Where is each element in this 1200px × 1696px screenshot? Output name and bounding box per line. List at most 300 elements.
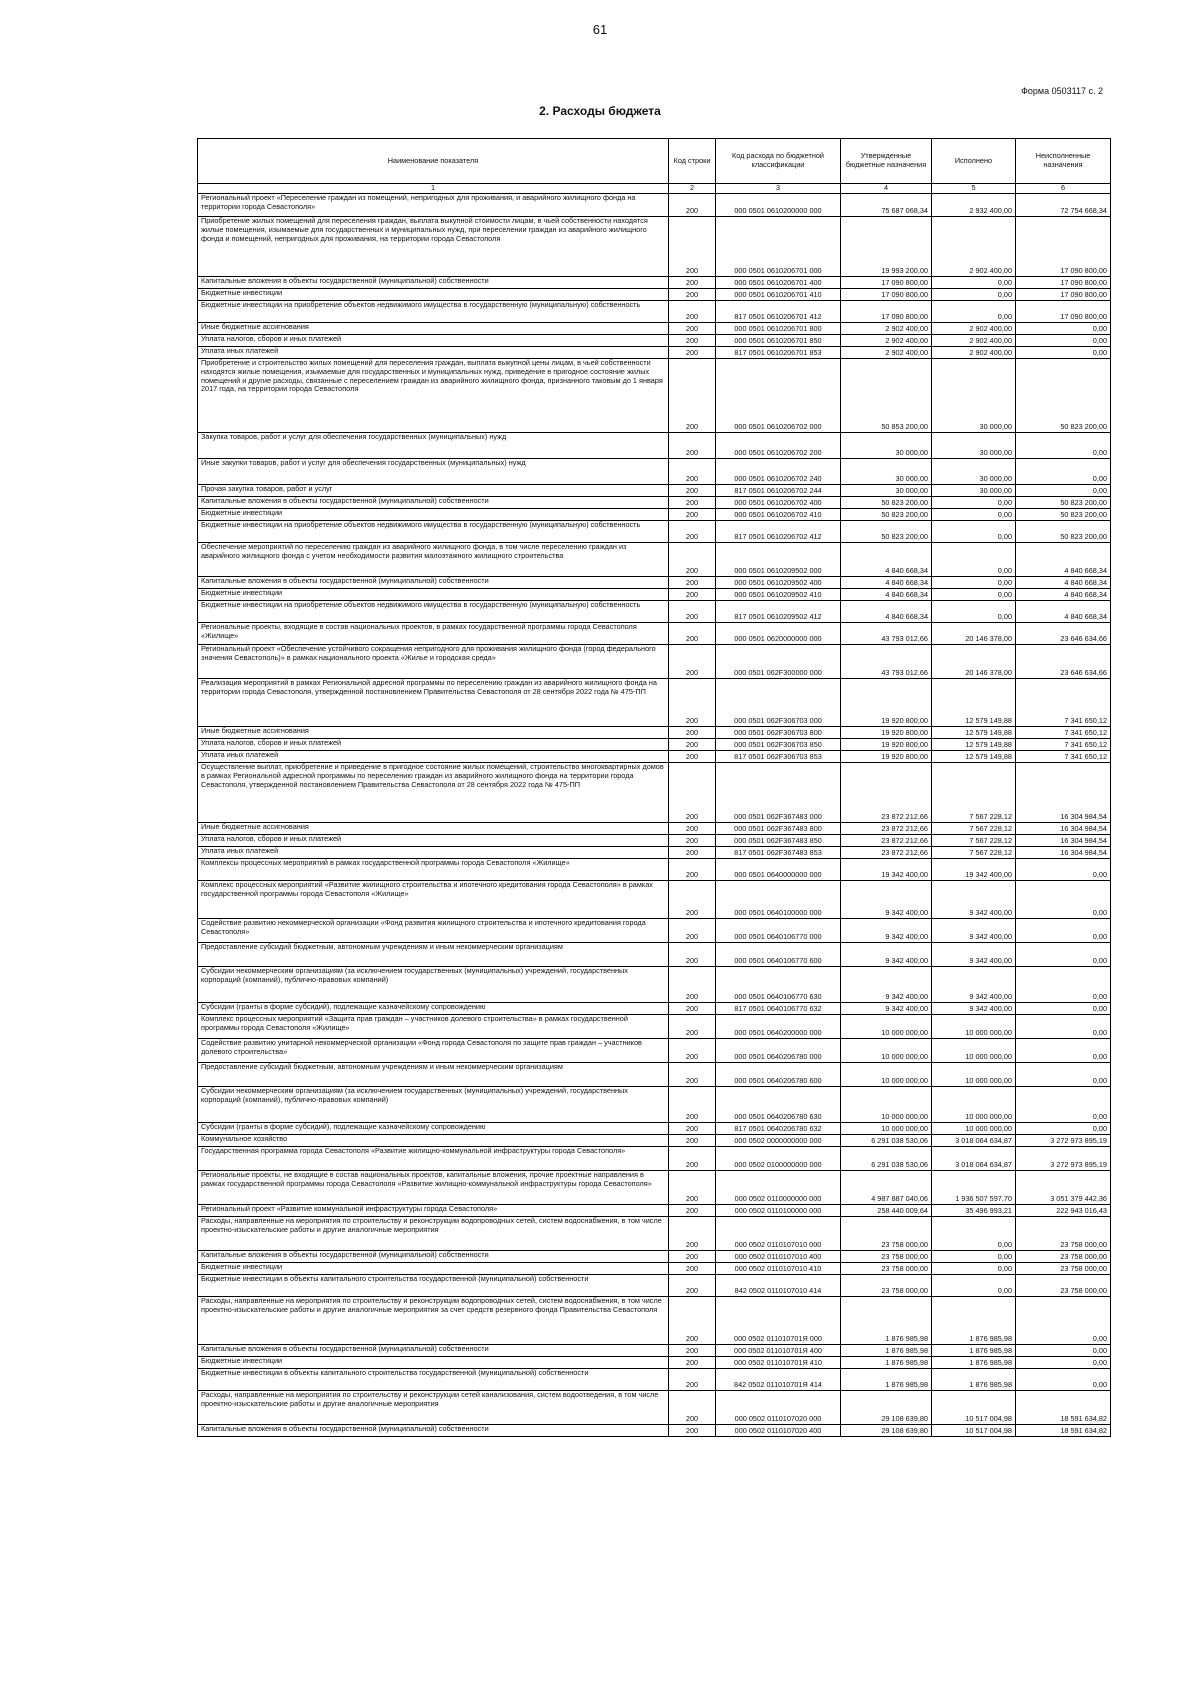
row-executed: 0,00 — [932, 1263, 1016, 1275]
row-unexecuted: 23 646 634,66 — [1016, 623, 1111, 645]
table-row — [198, 1003, 1111, 1015]
table-row — [198, 967, 1111, 1003]
row-line-code: 200 — [669, 335, 716, 347]
row-approved: 30 000,00 — [841, 485, 932, 497]
row-line-code: 200 — [669, 751, 716, 763]
row-approved: 2 902 400,00 — [841, 347, 932, 359]
row-line-code: 200 — [669, 194, 716, 217]
row-classification-code: 000 0502 0110000000 000 — [716, 1171, 841, 1205]
row-classification-code: 817 0501 0610206701 412 — [716, 301, 841, 323]
row-approved: 50 823 200,00 — [841, 497, 932, 509]
table-row — [198, 601, 1111, 623]
row-approved: 30 000,00 — [841, 433, 932, 459]
row-unexecuted: 0,00 — [1016, 335, 1111, 347]
row-line-code: 200 — [669, 881, 716, 919]
row-executed: 10 000 000,00 — [932, 1039, 1016, 1063]
row-line-code: 200 — [669, 1251, 716, 1263]
row-name: Уплата иных платежей — [198, 751, 669, 763]
row-approved: 10 000 000,00 — [841, 1123, 932, 1135]
row-classification-code: 000 0502 0110100000 000 — [716, 1205, 841, 1217]
row-executed: 0,00 — [932, 543, 1016, 577]
row-approved: 43 793 012,66 — [841, 645, 932, 679]
row-classification-code: 000 0501 0640206780 600 — [716, 1063, 841, 1087]
row-line-code: 200 — [669, 217, 716, 277]
table-row — [198, 1369, 1111, 1391]
row-executed: 9 342 400,00 — [932, 943, 1016, 967]
row-line-code: 200 — [669, 347, 716, 359]
row-approved: 19 920 800,00 — [841, 679, 932, 727]
row-approved: 4 840 668,34 — [841, 543, 932, 577]
row-approved: 50 853 200,00 — [841, 359, 932, 433]
row-executed: 2 902 400,00 — [932, 323, 1016, 335]
row-approved: 4 840 668,34 — [841, 577, 932, 589]
row-line-code: 200 — [669, 1147, 716, 1171]
table-row — [198, 509, 1111, 521]
row-approved: 1 876 985,98 — [841, 1357, 932, 1369]
row-line-code: 200 — [669, 289, 716, 301]
row-executed: 10 517 004,98 — [932, 1425, 1016, 1437]
row-unexecuted: 0,00 — [1016, 323, 1111, 335]
row-executed: 0,00 — [932, 589, 1016, 601]
row-executed: 9 342 400,00 — [932, 919, 1016, 943]
row-classification-code: 000 0501 062F300000 000 — [716, 645, 841, 679]
row-name: Закупка товаров, работ и услуг для обеспечения государственных (муниципальных) нужд — [198, 433, 669, 459]
column-number: 1 — [198, 184, 669, 194]
row-classification-code: 000 0501 0610209502 000 — [716, 543, 841, 577]
row-unexecuted: 7 341 650,12 — [1016, 727, 1111, 739]
row-approved: 4 840 668,34 — [841, 589, 932, 601]
row-approved: 19 920 800,00 — [841, 739, 932, 751]
row-classification-code: 000 0502 0000000000 000 — [716, 1135, 841, 1147]
header-indicator-name: Наименование показателя — [198, 139, 669, 184]
row-unexecuted: 4 840 668,34 — [1016, 543, 1111, 577]
row-name: Уплата налогов, сборов и иных платежей — [198, 835, 669, 847]
row-executed: 9 342 400,00 — [932, 967, 1016, 1003]
row-name: Уплата иных платежей — [198, 347, 669, 359]
row-classification-code: 000 0502 011010701Я 400 — [716, 1345, 841, 1357]
row-classification-code: 000 0501 0640000000 000 — [716, 859, 841, 881]
row-executed: 1 876 985,98 — [932, 1345, 1016, 1357]
row-name: Комплексы процессных мероприятий в рамках государственной программы города Севастополя «Жилище» — [198, 859, 669, 881]
row-unexecuted: 16 304 984,54 — [1016, 823, 1111, 835]
row-classification-code: 000 0501 0610209502 400 — [716, 577, 841, 589]
row-executed: 10 000 000,00 — [932, 1123, 1016, 1135]
row-line-code: 200 — [669, 623, 716, 645]
row-executed: 9 342 400,00 — [932, 881, 1016, 919]
row-line-code: 200 — [669, 601, 716, 623]
table-row — [198, 1263, 1111, 1275]
row-line-code: 200 — [669, 433, 716, 459]
header-executed: Исполнено — [932, 139, 1016, 184]
row-unexecuted: 17 090 800,00 — [1016, 217, 1111, 277]
row-name: Субсидии (гранты в форме субсидий), подлежащие казначейскому сопровождению — [198, 1003, 669, 1015]
row-classification-code: 817 0501 062F306703 853 — [716, 751, 841, 763]
row-name: Бюджетные инвестиции на приобретение объектов недвижимого имущества в государственную (муниципальную) собственность — [198, 601, 669, 623]
row-executed: 30 000,00 — [932, 459, 1016, 485]
row-line-code: 200 — [669, 497, 716, 509]
table-row — [198, 1063, 1111, 1087]
row-name: Капитальные вложения в объекты государственной (муниципальной) собственности — [198, 577, 669, 589]
column-number-row — [198, 184, 1111, 194]
row-line-code: 200 — [669, 1171, 716, 1205]
row-classification-code: 817 0501 0610206702 244 — [716, 485, 841, 497]
table-row — [198, 1357, 1111, 1369]
row-approved: 9 342 400,00 — [841, 967, 932, 1003]
table-row — [198, 859, 1111, 881]
row-name: Коммунальное хозяйство — [198, 1135, 669, 1147]
row-approved: 50 823 200,00 — [841, 521, 932, 543]
table-row — [198, 1345, 1111, 1357]
row-name: Бюджетные инвестиции в объекты капитального строительства государственной (муниципальной) собственности — [198, 1275, 669, 1297]
row-unexecuted: 0,00 — [1016, 919, 1111, 943]
row-approved: 23 872 212,66 — [841, 835, 932, 847]
table-row — [198, 1039, 1111, 1063]
row-name: Иные бюджетные ассигнования — [198, 823, 669, 835]
row-unexecuted: 4 840 668,34 — [1016, 601, 1111, 623]
row-classification-code: 000 0501 0610206701 000 — [716, 217, 841, 277]
header-line-code: Код строки — [669, 139, 716, 184]
row-executed: 12 579 149,88 — [932, 727, 1016, 739]
row-name: Расходы, направленные на мероприятия по строительству и реконструкции сетей канализования, систем водоотведения, в том числе проектно-изыскательские работы и другие аналогичные мероприятия — [198, 1391, 669, 1425]
row-name: Региональный проект «Переселение граждан из помещений, непригодных для проживания, и аварийного жилищного фонда на территории города Севастополя» — [198, 194, 669, 217]
table-row — [198, 521, 1111, 543]
row-unexecuted: 23 758 000,00 — [1016, 1263, 1111, 1275]
table-row — [198, 623, 1111, 645]
row-line-code: 200 — [669, 1015, 716, 1039]
row-executed: 30 000,00 — [932, 485, 1016, 497]
row-name: Уплата иных платежей — [198, 847, 669, 859]
row-line-code: 200 — [669, 1369, 716, 1391]
table-row — [198, 823, 1111, 835]
row-line-code: 200 — [669, 1039, 716, 1063]
row-unexecuted: 50 823 200,00 — [1016, 521, 1111, 543]
row-executed: 0,00 — [932, 577, 1016, 589]
row-classification-code: 817 0501 0640206780 632 — [716, 1123, 841, 1135]
column-number: 6 — [1016, 184, 1111, 194]
row-name: Предоставление субсидий бюджетным, автономным учреждениям и иным некоммерческим организациям — [198, 943, 669, 967]
row-classification-code: 817 0501 0610206702 412 — [716, 521, 841, 543]
row-name: Капитальные вложения в объекты государственной (муниципальной) собственности — [198, 1425, 669, 1437]
row-classification-code: 000 0501 0640106770 000 — [716, 919, 841, 943]
row-classification-code: 817 0501 0610206701 853 — [716, 347, 841, 359]
row-executed: 0,00 — [932, 521, 1016, 543]
row-unexecuted: 4 840 668,34 — [1016, 577, 1111, 589]
row-line-code: 200 — [669, 301, 716, 323]
table-row — [198, 763, 1111, 823]
row-approved: 19 342 400,00 — [841, 859, 932, 881]
row-classification-code: 000 0502 0110107010 000 — [716, 1217, 841, 1251]
row-unexecuted: 0,00 — [1016, 1003, 1111, 1015]
row-classification-code: 000 0501 0610206702 400 — [716, 497, 841, 509]
row-classification-code: 000 0502 011010701Я 410 — [716, 1357, 841, 1369]
row-line-code: 200 — [669, 323, 716, 335]
row-classification-code: 000 0501 0640106770 600 — [716, 943, 841, 967]
row-executed: 2 902 400,00 — [932, 335, 1016, 347]
table-row — [198, 1147, 1111, 1171]
row-classification-code: 000 0501 062F367483 850 — [716, 835, 841, 847]
row-classification-code: 000 0501 0610206702 000 — [716, 359, 841, 433]
table-row — [198, 217, 1111, 277]
row-unexecuted: 50 823 200,00 — [1016, 359, 1111, 433]
row-name: Иные закупки товаров, работ и услуг для обеспечения государственных (муниципальных) нужд — [198, 459, 669, 485]
row-approved: 10 000 000,00 — [841, 1063, 932, 1087]
row-name: Обеспечение мероприятий по переселению граждан из аварийного жилищного фонда, в том числе переселению граждан из аварийного жилищного фонда с учетом необходимости развития малоэтажного жилищного строительства — [198, 543, 669, 577]
table-row — [198, 919, 1111, 943]
row-name: Содействие развитию унитарной некоммерческой организации «Фонд города Севастополя по защите прав граждан – участников долевого строительства» — [198, 1039, 669, 1063]
row-name: Комплекс процессных мероприятий «Развитие жилищного строительства и ипотечного кредитования города Севастополя» в рамках государственной программы города Севастополя «Жилище» — [198, 881, 669, 919]
table-row — [198, 1135, 1111, 1147]
row-executed: 20 146 378,00 — [932, 645, 1016, 679]
column-number: 2 — [669, 184, 716, 194]
row-name: Бюджетные инвестиции в объекты капитального строительства государственной (муниципальной) собственности — [198, 1369, 669, 1391]
row-unexecuted: 23 758 000,00 — [1016, 1275, 1111, 1297]
row-classification-code: 000 0501 062F306703 000 — [716, 679, 841, 727]
row-classification-code: 000 0501 0610209502 410 — [716, 589, 841, 601]
row-name: Региональный проект «Развитие коммунальной инфраструктуры города Севастополя» — [198, 1205, 669, 1217]
row-approved: 17 090 800,00 — [841, 289, 932, 301]
table-row — [198, 739, 1111, 751]
table-row — [198, 301, 1111, 323]
row-line-code: 200 — [669, 521, 716, 543]
row-classification-code: 817 0501 062F367483 853 — [716, 847, 841, 859]
row-classification-code: 000 0502 0110107020 000 — [716, 1391, 841, 1425]
row-line-code: 200 — [669, 645, 716, 679]
row-unexecuted: 0,00 — [1016, 859, 1111, 881]
row-approved: 29 108 639,80 — [841, 1391, 932, 1425]
row-line-code: 200 — [669, 1275, 716, 1297]
table-row — [198, 1123, 1111, 1135]
table-row — [198, 881, 1111, 919]
row-unexecuted: 16 304 984,54 — [1016, 763, 1111, 823]
table-row — [198, 835, 1111, 847]
row-executed: 2 902 400,00 — [932, 347, 1016, 359]
row-approved: 23 872 212,66 — [841, 823, 932, 835]
row-classification-code: 000 0501 062F306703 850 — [716, 739, 841, 751]
row-line-code: 200 — [669, 1135, 716, 1147]
row-unexecuted: 16 304 984,54 — [1016, 835, 1111, 847]
row-line-code: 200 — [669, 577, 716, 589]
row-unexecuted: 50 823 200,00 — [1016, 497, 1111, 509]
table-row — [198, 1217, 1111, 1251]
row-approved: 17 090 800,00 — [841, 277, 932, 289]
row-unexecuted: 23 758 000,00 — [1016, 1251, 1111, 1263]
row-name: Иные бюджетные ассигнования — [198, 323, 669, 335]
row-unexecuted: 0,00 — [1016, 967, 1111, 1003]
row-executed: 0,00 — [932, 1251, 1016, 1263]
row-executed: 9 342 400,00 — [932, 1003, 1016, 1015]
row-unexecuted: 16 304 984,54 — [1016, 847, 1111, 859]
row-approved: 30 000,00 — [841, 459, 932, 485]
row-executed: 19 342 400,00 — [932, 859, 1016, 881]
row-name: Расходы, направленные на мероприятия по строительству и реконструкции водопроводных сетей, систем водоснабжения, в том числе проектно-изыскательские работы и другие аналогичные мероприятия — [198, 1217, 669, 1251]
row-approved: 6 291 038 530,06 — [841, 1135, 932, 1147]
row-classification-code: 000 0501 0640100000 000 — [716, 881, 841, 919]
row-executed: 1 876 985,98 — [932, 1357, 1016, 1369]
row-approved: 17 090 800,00 — [841, 301, 932, 323]
form-code: Форма 0503117 с. 2 — [1021, 86, 1103, 96]
table-row — [198, 1425, 1111, 1437]
row-unexecuted: 23 646 634,66 — [1016, 645, 1111, 679]
row-name: Предоставление субсидий бюджетным, автономным учреждениям и иным некоммерческим организациям — [198, 1063, 669, 1087]
row-unexecuted: 0,00 — [1016, 1345, 1111, 1357]
row-name: Капитальные вложения в объекты государственной (муниципальной) собственности — [198, 277, 669, 289]
row-executed: 0,00 — [932, 497, 1016, 509]
row-line-code: 200 — [669, 1217, 716, 1251]
row-unexecuted: 0,00 — [1016, 1015, 1111, 1039]
row-executed: 0,00 — [932, 1217, 1016, 1251]
row-approved: 9 342 400,00 — [841, 919, 932, 943]
row-unexecuted: 50 823 200,00 — [1016, 509, 1111, 521]
row-line-code: 200 — [669, 1357, 716, 1369]
row-executed: 20 146 378,00 — [932, 623, 1016, 645]
row-unexecuted: 0,00 — [1016, 347, 1111, 359]
header-unexecuted: Неисполненные назначения — [1016, 139, 1111, 184]
row-name: Расходы, направленные на мероприятия по строительству и реконструкции водопроводных сетей, систем водоснабжения, в том числе проектно-изыскательские работы и другие аналогичные мероприятия за счет средств резервного фонда Правительства Севастополя — [198, 1297, 669, 1345]
row-name: Бюджетные инвестиции — [198, 1357, 669, 1369]
row-name: Региональные проекты, не входящие в состав национальных проектов, капитальные вложения, прочие проектные направления в рамках государственной программы города Севастополя «Развитие жилищно-коммунальной инфраструктуры города Севастополя» — [198, 1171, 669, 1205]
row-approved: 23 758 000,00 — [841, 1263, 932, 1275]
row-classification-code: 000 0502 0110107010 400 — [716, 1251, 841, 1263]
row-classification-code: 000 0501 0610206701 800 — [716, 323, 841, 335]
table-row — [198, 277, 1111, 289]
row-approved: 10 000 000,00 — [841, 1087, 932, 1123]
table-row — [198, 485, 1111, 497]
row-executed: 3 018 064 634,87 — [932, 1147, 1016, 1171]
table-row — [198, 543, 1111, 577]
table-row — [198, 347, 1111, 359]
row-name: Содействие развитию некоммерческой организации «Фонд развития жилищного строительства и ипотечного кредитования города Севастополя» — [198, 919, 669, 943]
table-row — [198, 751, 1111, 763]
table-row — [198, 323, 1111, 335]
table-row — [198, 335, 1111, 347]
row-approved: 9 342 400,00 — [841, 943, 932, 967]
row-executed: 0,00 — [932, 509, 1016, 521]
row-classification-code: 000 0501 0640106770 630 — [716, 967, 841, 1003]
row-name: Субсидии некоммерческим организациям (за исключением государственных (муниципальных) учреждений, государственных корпораций (компаний), публично-правовых компаний) — [198, 1087, 669, 1123]
row-unexecuted: 0,00 — [1016, 1039, 1111, 1063]
row-executed: 2 932 400,00 — [932, 194, 1016, 217]
row-name: Комплекс процессных мероприятий «Защита прав граждан – участников долевого строительства» в рамках государственной программы города Севастополя «Жилище» — [198, 1015, 669, 1039]
row-name: Государственная программа города Севастополя «Развитие жилищно-коммунальной инфраструктуры города Севастополя» — [198, 1147, 669, 1171]
row-executed: 2 902 400,00 — [932, 217, 1016, 277]
row-approved: 10 000 000,00 — [841, 1015, 932, 1039]
row-line-code: 200 — [669, 1205, 716, 1217]
row-name: Региональные проекты, входящие в состав национальных проектов, в рамках государственной программы города Севастополя «Жилище» — [198, 623, 669, 645]
row-classification-code: 000 0501 0610206702 200 — [716, 433, 841, 459]
table-row — [198, 1015, 1111, 1039]
row-approved: 6 291 038 530,06 — [841, 1147, 932, 1171]
row-name: Бюджетные инвестиции — [198, 289, 669, 301]
row-line-code: 200 — [669, 509, 716, 521]
row-classification-code: 000 0501 0610206702 240 — [716, 459, 841, 485]
row-executed: 7 567 228,12 — [932, 823, 1016, 835]
row-approved: 23 872 212,66 — [841, 763, 932, 823]
row-unexecuted: 0,00 — [1016, 1297, 1111, 1345]
row-classification-code: 000 0501 0610206701 400 — [716, 277, 841, 289]
row-unexecuted: 0,00 — [1016, 485, 1111, 497]
row-name: Иные бюджетные ассигнования — [198, 727, 669, 739]
row-classification-code: 817 0501 0640106770 632 — [716, 1003, 841, 1015]
row-classification-code: 000 0501 0640200000 000 — [716, 1015, 841, 1039]
row-executed: 0,00 — [932, 289, 1016, 301]
row-unexecuted: 0,00 — [1016, 1123, 1111, 1135]
row-executed: 12 579 149,88 — [932, 739, 1016, 751]
row-line-code: 200 — [669, 835, 716, 847]
row-unexecuted: 17 090 800,00 — [1016, 301, 1111, 323]
row-unexecuted: 0,00 — [1016, 881, 1111, 919]
row-classification-code: 000 0501 062F306703 800 — [716, 727, 841, 739]
row-approved: 2 902 400,00 — [841, 335, 932, 347]
row-line-code: 200 — [669, 943, 716, 967]
row-approved: 9 342 400,00 — [841, 1003, 932, 1015]
row-line-code: 200 — [669, 1087, 716, 1123]
table-row — [198, 943, 1111, 967]
row-name: Субсидии некоммерческим организациям (за исключением государственных (муниципальных) учреждений, государственных корпораций (компаний), публично-правовых компаний) — [198, 967, 669, 1003]
row-classification-code: 000 0502 0100000000 000 — [716, 1147, 841, 1171]
row-executed: 10 000 000,00 — [932, 1015, 1016, 1039]
row-name: Приобретение жилых помещений для переселения граждан, выплата выкупной стоимости лицам, в чьей собственности находятся жилые помещения, изымаемые для государственных и муниципальных нужд, при переселении граждан из аварийного жилищного фонда и помещений, непригодных для проживания, на территории города Севастополя — [198, 217, 669, 277]
row-unexecuted: 7 341 650,12 — [1016, 679, 1111, 727]
row-approved: 43 793 012,66 — [841, 623, 932, 645]
row-classification-code: 000 0501 062F367483 000 — [716, 763, 841, 823]
row-name: Прочая закупка товаров, работ и услуг — [198, 485, 669, 497]
row-name: Осуществление выплат, приобретение и приведение в пригодное состояние жилых помещений, строительство многоквартирных домов в рамках Региональной адресной программы по переселению граждан из аварийного жилищного фонда на территории города Севастополя, утвержденной постановлением Правительства Севастополя от 28 сентября 2022 года № 475-ПП — [198, 763, 669, 823]
row-line-code: 200 — [669, 459, 716, 485]
row-line-code: 200 — [669, 277, 716, 289]
row-line-code: 200 — [669, 1297, 716, 1345]
row-unexecuted: 7 341 650,12 — [1016, 751, 1111, 763]
expenditure-table — [197, 138, 1111, 1437]
row-executed: 0,00 — [932, 1275, 1016, 1297]
row-line-code: 200 — [669, 739, 716, 751]
row-executed: 0,00 — [932, 277, 1016, 289]
table-row — [198, 577, 1111, 589]
row-line-code: 200 — [669, 589, 716, 601]
row-approved: 2 902 400,00 — [841, 323, 932, 335]
table-row — [198, 679, 1111, 727]
row-executed: 7 567 228,12 — [932, 835, 1016, 847]
row-name: Уплата налогов, сборов и иных платежей — [198, 335, 669, 347]
table-row — [198, 359, 1111, 433]
row-executed: 35 496 993,21 — [932, 1205, 1016, 1217]
row-classification-code: 000 0501 0640206780 630 — [716, 1087, 841, 1123]
column-number: 4 — [841, 184, 932, 194]
row-unexecuted: 0,00 — [1016, 1369, 1111, 1391]
row-unexecuted: 0,00 — [1016, 1087, 1111, 1123]
row-executed: 10 000 000,00 — [932, 1063, 1016, 1087]
row-name: Бюджетные инвестиции — [198, 1263, 669, 1275]
row-approved: 29 108 639,80 — [841, 1425, 932, 1437]
table-row — [198, 194, 1111, 217]
row-approved: 4 987 887 040,06 — [841, 1171, 932, 1205]
row-executed: 3 018 064 634,87 — [932, 1135, 1016, 1147]
row-classification-code: 842 0502 0110107010 414 — [716, 1275, 841, 1297]
table-row — [198, 1087, 1111, 1123]
row-unexecuted: 0,00 — [1016, 943, 1111, 967]
row-approved: 258 440 009,64 — [841, 1205, 932, 1217]
row-unexecuted: 222 943 016,43 — [1016, 1205, 1111, 1217]
row-executed: 12 579 149,88 — [932, 751, 1016, 763]
table-row — [198, 645, 1111, 679]
row-executed: 7 567 228,12 — [932, 763, 1016, 823]
column-number: 5 — [932, 184, 1016, 194]
row-line-code: 200 — [669, 967, 716, 1003]
row-approved: 23 758 000,00 — [841, 1251, 932, 1263]
row-unexecuted: 3 051 379 442,36 — [1016, 1171, 1111, 1205]
table-row — [198, 497, 1111, 509]
row-approved: 1 876 985,98 — [841, 1297, 932, 1345]
table-row — [198, 433, 1111, 459]
